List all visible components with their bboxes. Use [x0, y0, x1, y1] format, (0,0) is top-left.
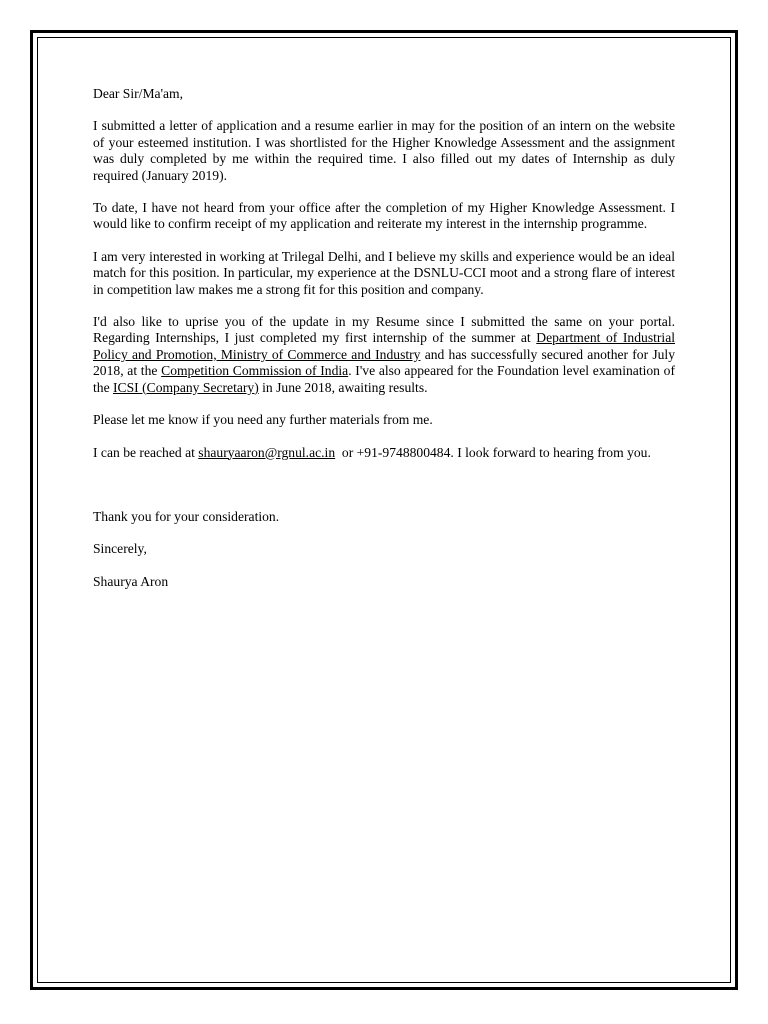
thanks-line: Thank you for your consideration. [93, 508, 280, 524]
paragraph-materials: Please let me know if you need any further materials from me. [93, 412, 433, 428]
paragraph-application: I submitted a letter of application and a resume earlier in may for the position of an intern on the website of your esteemed institution. I was shortlisted for the Higher Knowledge Assessment and the assignment was duly completed by me within the required time. I also filled out my dates of Internship as duly required (January 2019). [93, 118, 675, 183]
icsi-link[interactable]: ICSI (Company Secretary) [113, 379, 259, 395]
resume-update-text-3: . I've also appeared for the Foundation level examination of the [93, 363, 676, 395]
resume-update-text-2: and has successfully secured another for July 2018, at the [93, 346, 676, 379]
paragraph-resume-update [93, 314, 675, 396]
resume-update-text-1: I'd also like to uprise you of the update in my Resume since I submitted the same on your portal. Regarding Internships, I just completed my first internship of the summer at [93, 314, 675, 346]
email-link[interactable]: shauryaaron@rgnul.ac.in [198, 444, 336, 460]
contact-text-2: or +91-9748800484. I look forward to hearing from you. [335, 444, 651, 460]
closing-line: Sincerely, [93, 541, 147, 557]
dipp-link[interactable]: Department of Industrial Policy and Promotion, Ministry of Commerce and Industry [93, 330, 675, 362]
letter-body [93, 86, 675, 590]
resume-update-text-4: in June 2018, awaiting results. [258, 379, 428, 395]
paragraph-follow-up: To date, I have not heard from your office after the completion of my Higher Knowledge Assessment. I would like to confirm receipt of my application and reiterate my interest in the internship programme. [93, 200, 675, 232]
salutation: Dear Sir/Ma'am, [93, 86, 184, 101]
signature-name: Shaurya Aron [93, 573, 169, 589]
contact-text-1: I can be reached at [93, 444, 199, 460]
cci-link[interactable]: Competition Commission of India [161, 363, 349, 379]
paragraph-contact [93, 445, 675, 461]
paragraph-interest: I am very interested in working at Trilegal Delhi, and I believe my skills and experience would be an ideal match for this position. In particular, my experience at the DSNLU-CCI moot and a strong flare of interest in competition law makes me a strong fit for this position and company. [93, 248, 675, 297]
